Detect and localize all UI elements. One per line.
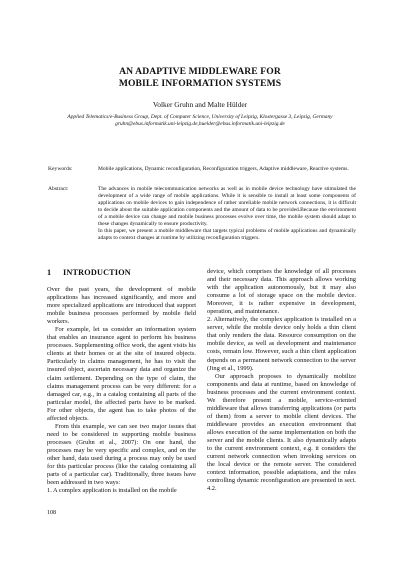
title-line-1: AN ADAPTIVE MIDDLEWARE FOR [119,66,281,77]
abstract-paragraph-1: The advances in mobile telecommunication networks as well as in mobile device technology have stimulated the development of a wide range of mobile applications. While it is sensible to install at least some components of applications on mobile devices to gain independence of rather unreliable mobile network connections, it is difficult to decide about the suitable application components and the amount of data to be provided.Because the environment of a mobile device can change and mobile business processes evolve over time, the mobile system should adapt to these changes dynamically to ensure productivity. [98,186,356,227]
list-item-1: 1. A complex application is installed on the mobile [47,487,177,495]
intro-paragraph-2: For example, let us consider an information system that enables an insurance agent to perform his business processes. Supplementing office work, the agent visits his clients at their homes or at the site of insured objects. Particularly in claims management, he has to visit the insured object, ascertain necessary data and organize the claim settlement. Depending on the type of claim, the claims management process can be very different: for a damaged car, e.g., in a catalog containing all parts of the particular model, the affected parts have to be marked. For other objects, the agent has to take photos of the affected objects. [47,326,196,422]
intro-paragraph-1: Over the past years, the development of mobile applications has increased significantly, and more and more specialized applications are introduced that support mobile business processes performed by mobile field workers. [47,286,196,326]
title-line-2: MOBILE INFORMATION SYSTEMS [118,77,282,89]
abstract-text [98,186,356,242]
affiliation [20,114,380,128]
section-number: 1 [47,268,52,277]
keywords-text: Mobile applications, Dynamic reconfiguration, Reconfiguration triggers, Adaptive middleware, Reactive systems. [98,166,349,172]
authors: Volker Gruhn and Malte Hülder [152,100,248,109]
right-column [207,268,356,493]
abstract-paragraph-2: In this paper, we present a mobile middleware that targets typical problems of mobile applications and dynamically adapts to context changes at runtime by utilizing reconfiguration triggers. [98,228,356,241]
list-item-1-continued: device, which comprises the knowledge of all processes and their necessary data. This approach allows working with the application autonomously, but it may also consume a lot of storage space on the mobile device. Moreover, it is rather expensive in development, operation, and maintenance. [207,268,356,316]
intro-paragraph-4: Our approach proposes to dynamically mobilize components and data at runtime, based on knowledge of business processes and the current environment context. We therefore present a mobile, service-oriented middleware that allows transferring applications (or parts of them) from a server to mobile client devices. The middleware provides an execution environment that allows execution of the same implementation on both the server and the mobile clients. It also dynamically adapts to the current environment context, e.g. it considers the current network connection when invoking services on the local device or the remote server. The considered context information, possible adaptations, and the rules controlling dynamic reconfiguration are presented in sect. 4.2. [207,372,356,493]
affiliation-emails: gruhn@ebus.informatik.uni-leipzig.de,huelder@ebus.informatik.uni-leipzig.de [115,121,285,128]
affiliation-line-1: Applied Telematics/e-Business Group, Dept. of Computer Science, University of Leipzig, Klostergasse 3, Leipzig, Germany [67,114,333,120]
paper-title [0,66,400,89]
list-item-2: 2. Alternatively, the complex application is installed on a server, while the mobile device only holds a thin client that only renders the data. Resource consumption on the mobile device, as well as development and maintenance costs, remain low. However, such a thin client application depends on a permanent network connection to the server (Jing et al., 1999). [207,316,356,372]
left-column [47,268,196,495]
keywords-label: Keywords: [48,166,73,172]
page-number: 108 [47,510,56,516]
intro-paragraph-3: From this example, we can see two major issues that need to be considered in supporting mobile business processes (Gruhn et al., 2007): On one hand, the processes may be very specific and complex, and on the other hand, data used during a process may only be used for this particular process (like the catalog containing all parts of a particular car). Traditionally, three issues have been addressed in two ways: [47,422,196,487]
section-heading [47,268,196,278]
section-title: INTRODUCTION [63,268,131,277]
abstract-label: Abstract: [48,186,69,192]
